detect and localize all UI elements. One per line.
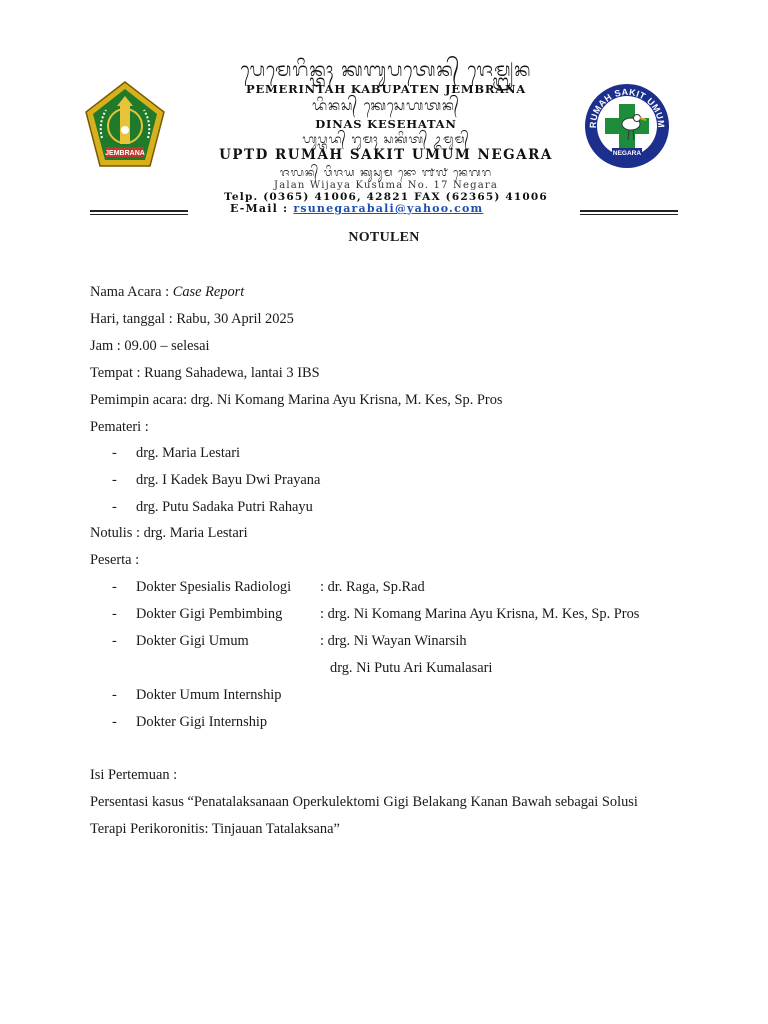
peserta-role: Dokter Gigi Internship [136,714,268,730]
peserta-name: : drg. Ni Komang Marina Ayu Krisna, M. Kes, Sp. Pros [320,606,640,622]
nama-acara-value: Case Report [172,284,245,300]
email-row [186,202,574,215]
department-name: DINAS KESEHATAN [315,117,457,131]
pemateri-label: Pemateri : [90,419,149,435]
document-title: NOTULEN [348,230,420,245]
list-dash: - [112,606,117,622]
hari-tanggal-row: Hari, tanggal : Rabu, 30 April 2025 [90,311,294,327]
letterhead-text-block [192,56,580,214]
email-link[interactable]: rsunegarabali@yahoo.com [293,202,484,215]
isi-pertemuan-line-1: Persentasi kasus “Penatalaksanaan Operkulektomi Gigi Belakang Kanan Bawah sebagai Solusi [90,794,638,810]
peserta-name: drg. Ni Putu Ari Kumalasari [330,660,493,676]
peserta-role: Dokter Gigi Umum [136,633,249,649]
peserta-role: Dokter Umum Internship [136,687,282,703]
pemateri-item: drg. I Kadek Bayu Dwi Prayana [136,472,321,488]
peserta-label: Peserta : [90,552,140,568]
peserta-role: Dokter Gigi Pembimbing [136,606,283,622]
list-dash: - [112,633,117,649]
letterhead [0,0,768,222]
letterhead-rule-right [580,210,678,212]
pemateri-item: drg. Maria Lestari [136,445,241,461]
balinese-heading-2: ᬤᬶᬦᬲ᭄ ᬓᬾᬲᬾᬳᬢᬦ᭄ [312,98,460,114]
logo-banner-text: JEMBRANA [105,150,145,157]
list-dash: - [112,579,117,595]
email-label: E-Mail : [230,202,294,215]
list-dash: - [112,445,117,461]
pemateri-item: drg. Putu Sadaka Putri Rahayu [136,499,313,515]
jam-row: Jam : 09.00 – selesai [90,338,210,354]
isi-pertemuan-line-2: Terapi Perikoronitis: Tinjauan Tatalaksana” [90,821,340,837]
list-dash: - [112,714,117,730]
nama-acara-label: Nama Acara : [90,284,173,300]
government-name: PEMERINTAH KABUPATEN JEMBRANA [246,82,526,96]
logo-ring-text: RUMAH SAKIT UMUM [587,86,667,129]
balinese-heading-1: ᬧᬾᬫᬾᬭᬶᬦ᭄ᬢᬄ ᬓᬩᬸᬧᬢᬾᬦ᭄ ᬚᬾᬫ᭄ᬩ᭄ᬭᬦ [240,59,532,81]
balinese-heading-3: ᬳᬸᬧ᭄ᬢᬤ᭄ ᬭᬸᬫᬄ ᬲᬓᬶᬢ᭄ ᬉᬫᬸᬫ᭄ [302,132,470,146]
hospital-name: UPTD RUMAH SAKIT UMUM NEGARA [219,147,553,163]
pemimpin-row: Pemimpin acara: drg. Ni Komang Marina Ayu Krisna, M. Kes, Sp. Pros [90,392,503,408]
nama-acara-row [90,283,244,301]
letterhead-rule-left [90,210,188,212]
peserta-role: Dokter Spesialis Radiologi [136,579,292,595]
list-dash: - [112,472,117,488]
rsu-negara-logo [584,82,670,170]
peserta-name: : drg. Ni Wayan Winarsih [320,633,467,649]
jembrana-regency-logo [84,80,166,170]
list-dash: - [112,499,117,515]
list-dash: - [112,687,117,703]
balinese-heading-4: ᬚᬮᬦ᭄ ᬯᬶᬚᬬ ᬓᬸᬲᬸᬫ ᬦᭀ ᭑᭗ ᬦᬾᬕᬭ [279,166,493,179]
hospital-phone: Telp. (0365) 41006, 42821 FAX (62365) 41006 [224,191,548,203]
tempat-row: Tempat : Ruang Sahadewa, lantai 3 IBS [90,365,320,381]
peserta-name: : dr. Raga, Sp.Rad [320,579,425,595]
isi-pertemuan-label: Isi Pertemuan : [90,767,178,783]
notulis-row: Notulis : drg. Maria Lestari [90,525,248,541]
hospital-address: Jalan Wijaya Kusuma No. 17 Negara [273,180,499,191]
logo-bottom-text: NEGARA [612,150,642,157]
